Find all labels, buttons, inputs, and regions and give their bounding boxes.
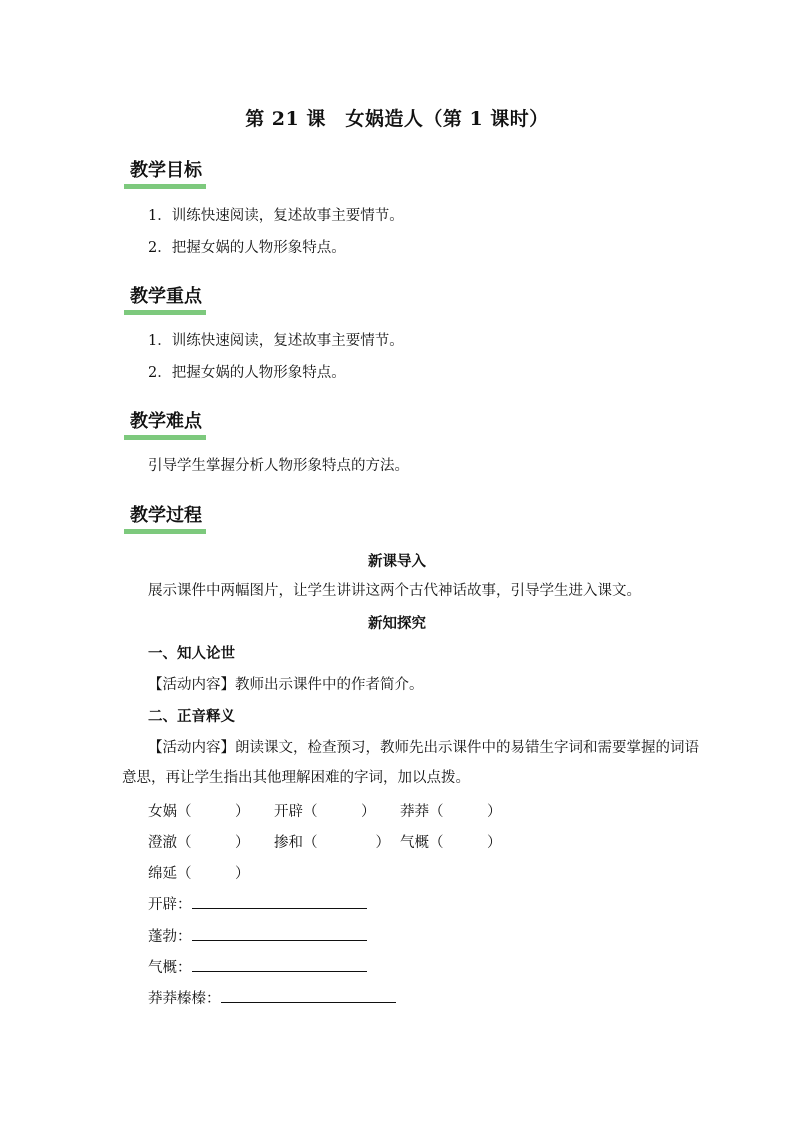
part-text: 【活动内容】朗读课文，检查预习，教师先出示课件中的易错生字词和需要掌握的词语 [148,740,699,756]
section-goals [124,160,206,189]
pinyin-blank[interactable]: 莽莽（ ） [400,804,502,820]
definition-row [148,894,367,915]
part-heading: 一、知人论世 [148,645,235,662]
definition-blank[interactable] [192,926,367,941]
definition-row [148,926,367,947]
section-heading: 教学目标 [124,160,206,189]
definition-label: 开辟： [148,897,192,913]
subheading-intro: 新课导入 [368,553,426,570]
definition-label: 莽莽榛榛： [148,991,221,1007]
pinyin-blank[interactable]: 开辟（ ） [274,804,376,820]
definition-label: 气概： [148,960,192,976]
section-heading: 教学过程 [124,505,206,534]
intro-text: 展示课件中两幅图片，让学生讲讲这两个古代神话故事，引导学生进入课文。 [148,583,641,599]
key-point-item: 1．训练快速阅读，复述故事主要情节。 [148,333,404,349]
section-difficulties [124,411,206,440]
page-title: 第 21 课 女娲造人（第 1 课时） [245,108,549,130]
pinyin-blank[interactable]: 掺和（ ） [274,835,390,851]
part-text: 意思，再让学生指出其他理解困难的字词，加以点拨。 [122,770,470,786]
section-process [124,505,206,534]
definition-blank[interactable] [192,957,367,972]
definition-row [148,988,396,1009]
part-text: 【活动内容】教师出示课件中的作者简介。 [148,677,424,693]
difficulty-text: 引导学生掌握分析人物形象特点的方法。 [148,458,409,474]
goal-item: 1．训练快速阅读，复述故事主要情节。 [148,208,404,224]
pinyin-blank[interactable]: 绵延（ ） [148,866,250,882]
section-heading: 教学重点 [124,286,206,315]
subheading-explore: 新知探究 [368,615,426,632]
key-point-item: 2．把握女娲的人物形象特点。 [148,365,346,381]
part-heading: 二、正音释义 [148,708,235,725]
pinyin-blank[interactable]: 澄澈（ ） [148,835,250,851]
definition-row [148,957,367,978]
definition-label: 蓬勃： [148,929,192,945]
goal-item: 2．把握女娲的人物形象特点。 [148,240,346,256]
section-key-points [124,286,206,315]
definition-blank[interactable] [192,894,367,909]
pinyin-blank[interactable]: 气概（ ） [400,835,502,851]
pinyin-blank[interactable]: 女娲（ ） [148,804,250,820]
section-heading: 教学难点 [124,411,206,440]
definition-blank[interactable] [221,988,396,1003]
